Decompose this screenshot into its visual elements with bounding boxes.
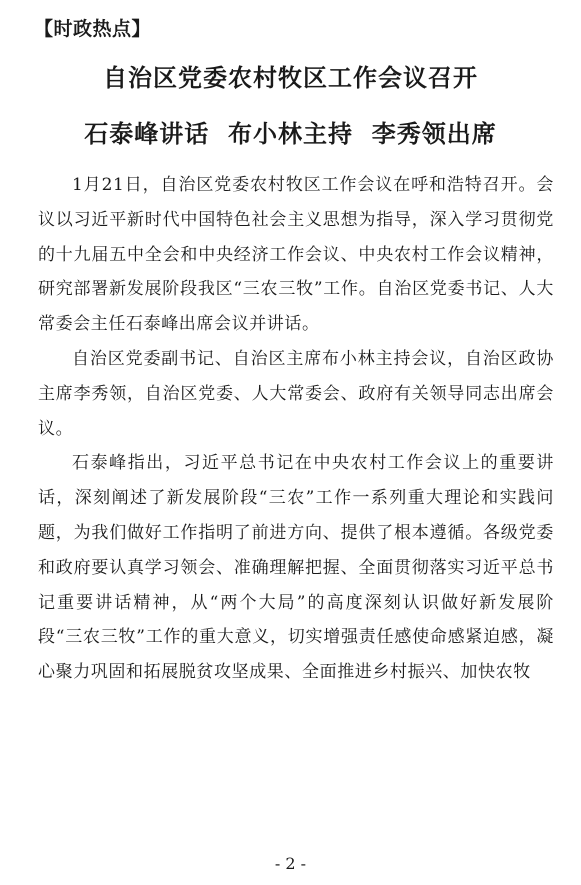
article-body bbox=[38, 168, 554, 690]
section-tag: 【时政热点】 bbox=[34, 18, 152, 40]
article-paragraph-1: 1月21日，自治区党委农村牧区工作会议在呼和浩特召开。会议以习近平新时代中国特色社会主义思想为指导，深入学习贯彻党的十九届五中全会和中央经济工作会议、中央农村工作会议精神，研究部署新发展阶段我区“三农三牧”工作。自治区党委书记、人大常委会主任石泰峰出席会议并讲话。 bbox=[38, 175, 554, 335]
article-title: 自治区党委农村牧区工作会议召开 bbox=[103, 64, 478, 92]
article-paragraph-2: 自治区党委副书记、自治区主席布小林主持会议，自治区政协主席李秀领，自治区党委、人大常委会、政府有关领导同志出席会议。 bbox=[38, 348, 554, 439]
article-subtitle: 石泰峰讲话 布小林主持 李秀领出席 bbox=[84, 120, 497, 148]
article-paragraph-3: 石泰峰指出，习近平总书记在中央农村工作会议上的重要讲话，深刻阐述了新发展阶段“三农”工作一系列重大理论和实践问题，为我们做好工作指明了前进方向、提供了根本遵循。各级党委和政府要认真学习领会、准确理解把握、全面贯彻落实习近平总书记重要讲话精神，从“两个大局”的高度深刻认识做好新发展阶段“三农三牧”工作的重大意义，切实增强责任感使命感紧迫感，凝心聚力巩固和拓展脱贫攻坚成果、全面推进乡村振兴、加快农牧 bbox=[38, 453, 554, 683]
page-number: - 2 - bbox=[274, 854, 307, 873]
